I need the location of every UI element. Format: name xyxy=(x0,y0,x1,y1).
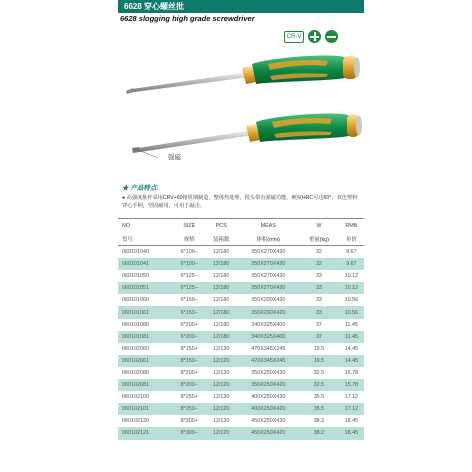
table-cell: 14.45 xyxy=(344,345,359,352)
table-cell: 12/180 xyxy=(212,249,230,256)
magnetic-callout: 强磁 xyxy=(168,154,181,161)
table-cell: 060101060 xyxy=(122,297,149,304)
table-cell: 32.5 xyxy=(313,369,325,376)
table-cell: 060102121 xyxy=(118,427,174,439)
features-title: ★ 产品特点: xyxy=(122,185,159,192)
col-header: SIZE xyxy=(174,219,205,233)
table-cell: 12/180 xyxy=(205,331,238,343)
table-cell: 35.5 xyxy=(313,394,325,401)
table-cell: 6*125− xyxy=(180,273,198,280)
table-cell: 350X290X420 xyxy=(251,297,286,304)
table-cell: 8*300+ xyxy=(180,418,198,425)
table-cell: 060102061 xyxy=(118,355,174,367)
col-header: PCS xyxy=(205,219,238,233)
table-cell: 32.5 xyxy=(299,379,339,391)
table-cell: 060102081 xyxy=(118,379,174,391)
table-cell: 17.12 xyxy=(339,403,364,415)
table-subheader-row xyxy=(118,232,364,246)
table-cell: 8*250+ xyxy=(180,394,198,401)
table-cell: 6*200+ xyxy=(180,321,198,328)
table-cell: 12/120 xyxy=(205,427,238,439)
table-cell: 6*100− xyxy=(174,258,205,270)
screwdriver-slotted-image xyxy=(118,108,364,170)
table-cell: 400X250X420 xyxy=(251,394,286,401)
table-cell: 060102080 xyxy=(122,369,149,376)
table-cell: 450X250X420 xyxy=(238,427,300,439)
table-row xyxy=(118,427,364,439)
col-subheader: 规格 xyxy=(174,232,205,246)
catalog-sheet xyxy=(118,0,364,472)
features-section xyxy=(122,183,360,210)
table-cell: 350X250X420 xyxy=(238,379,300,391)
table-cell: 17.12 xyxy=(344,394,359,401)
table-cell: 19.5 xyxy=(299,355,339,367)
table-cell: 11.45 xyxy=(339,331,364,343)
table-cell: 060101051 xyxy=(118,282,174,294)
table-cell: 350X270X420 xyxy=(251,273,286,280)
table-header-row xyxy=(118,219,364,233)
table-cell: 12/120 xyxy=(205,355,238,367)
table-row xyxy=(118,391,364,403)
table-cell: 8*250− xyxy=(174,403,205,415)
features-text: ● 高强度批杆采用CRV+60铬钒钢制造，整体热处理，批头带有强磁功能，硬度HRC可达60°，双色塑料穿心手柄，坚固耐用，可用于敲击。 xyxy=(122,195,358,209)
table-cell: 18.45 xyxy=(339,427,364,439)
table-cell: 10.12 xyxy=(344,273,359,280)
col-subheader: 单价 xyxy=(339,232,364,246)
table-cell: 060102060 xyxy=(122,345,149,352)
table-cell: 10.56 xyxy=(339,306,364,318)
table-cell: 470X345X245 xyxy=(238,355,300,367)
table-cell: 12/120 xyxy=(212,418,230,425)
table-cell: 060101081 xyxy=(118,331,174,343)
table-cell: 19.5 xyxy=(313,345,325,352)
col-subheader: 装箱数 xyxy=(205,232,238,246)
table-cell: 6*150− xyxy=(180,297,198,304)
table-cell: 33 xyxy=(315,273,322,280)
spec-table xyxy=(118,218,364,440)
table-cell: 060102120 xyxy=(122,418,149,425)
table-cell: 12/120 xyxy=(205,379,238,391)
table-cell: 8*300− xyxy=(174,427,205,439)
table-cell: 12/120 xyxy=(205,403,238,415)
table-cell: 10.56 xyxy=(344,297,359,304)
table-cell: 8*200− xyxy=(174,379,205,391)
table-row xyxy=(118,331,364,343)
col-header: MEAS xyxy=(238,219,300,233)
table-cell: 9.67 xyxy=(339,258,364,270)
table-cell: 15.78 xyxy=(344,369,359,376)
table-cell: 470X345X245 xyxy=(251,345,286,352)
table-cell: 350X270X420 xyxy=(238,258,300,270)
table-cell: 37 xyxy=(299,331,339,343)
crv-badge: CR-V xyxy=(284,31,304,43)
table-cell: 8*200+ xyxy=(180,369,198,376)
table-cell: 11.45 xyxy=(344,321,358,328)
table-cell: 400X250X420 xyxy=(238,403,300,415)
table-cell: 350X290X420 xyxy=(238,306,300,318)
page-subtitle: 6628 slogging high grade screwdriver xyxy=(120,14,255,23)
table-cell: 350X270X420 xyxy=(251,249,286,256)
table-cell: 060102101 xyxy=(118,403,174,415)
col-header: W xyxy=(299,219,339,233)
table-cell: 060101041 xyxy=(118,258,174,270)
table-cell: 060101061 xyxy=(118,306,174,318)
table-cell: 33 xyxy=(299,306,339,318)
table-row xyxy=(118,343,364,355)
table-cell: 33 xyxy=(299,282,339,294)
table-cell: 12/180 xyxy=(212,321,230,328)
screwdriver-phillips-image xyxy=(118,42,364,104)
table-row xyxy=(118,415,364,427)
table-cell: 6*100− xyxy=(180,249,198,256)
table-cell: 18.45 xyxy=(344,418,359,425)
table-row xyxy=(118,355,364,367)
table-cell: 060102100 xyxy=(122,394,149,401)
table-cell: 6*125− xyxy=(174,282,205,294)
table-row xyxy=(118,306,364,318)
spec-table-body xyxy=(118,246,364,440)
table-cell: 8*150− xyxy=(174,355,205,367)
table-row xyxy=(118,258,364,270)
table-cell: 12/120 xyxy=(212,394,230,401)
table-cell: 38.2 xyxy=(299,427,339,439)
table-cell: 060101080 xyxy=(122,321,149,328)
title-bar: 6628 穿心螺丝批 xyxy=(118,0,364,13)
table-cell: 10.12 xyxy=(339,282,364,294)
table-row xyxy=(118,246,364,259)
table-row xyxy=(118,282,364,294)
table-cell: 340X325X400 xyxy=(251,321,286,328)
col-subheader: 货号 xyxy=(118,232,174,246)
table-cell: 32 xyxy=(315,249,322,256)
table-row xyxy=(118,403,364,415)
table-row xyxy=(118,294,364,306)
table-cell: 060101040 xyxy=(122,249,149,256)
table-cell: 38.2 xyxy=(313,418,325,425)
table-cell: 6*150− xyxy=(174,306,205,318)
col-header: RMB xyxy=(339,219,364,233)
table-cell: 12/180 xyxy=(212,273,230,280)
table-cell: 350X270X420 xyxy=(238,282,300,294)
table-cell: 14.45 xyxy=(339,355,364,367)
table-cell: 9.67 xyxy=(346,249,357,256)
table-cell: 060101050 xyxy=(122,273,149,280)
table-cell: 35.5 xyxy=(299,403,339,415)
table-cell: 12/180 xyxy=(205,282,238,294)
table-row xyxy=(118,270,364,282)
table-cell: 340X325X400 xyxy=(238,331,300,343)
col-header: NO xyxy=(118,219,174,233)
table-cell: 450X250X420 xyxy=(251,418,286,425)
star-icon: ★ xyxy=(122,185,131,192)
table-cell: 350X250X420 xyxy=(251,369,286,376)
table-cell: 12/180 xyxy=(212,297,230,304)
table-cell: 6*200− xyxy=(174,331,205,343)
col-subheader: 体积(mm) xyxy=(238,232,300,246)
table-cell: 12/180 xyxy=(205,306,238,318)
table-cell: 12/180 xyxy=(205,258,238,270)
table-cell: 12/120 xyxy=(212,345,230,352)
table-row xyxy=(118,379,364,391)
table-cell: 15.78 xyxy=(339,379,364,391)
table-row xyxy=(118,319,364,331)
table-cell: 37 xyxy=(315,321,322,328)
table-row xyxy=(118,367,364,379)
col-subheader: 重量(kg) xyxy=(299,232,339,246)
table-cell: 8*150+ xyxy=(180,345,198,352)
table-cell: 12/120 xyxy=(212,369,230,376)
table-cell: 33 xyxy=(315,297,322,304)
table-cell: 32 xyxy=(299,258,339,270)
